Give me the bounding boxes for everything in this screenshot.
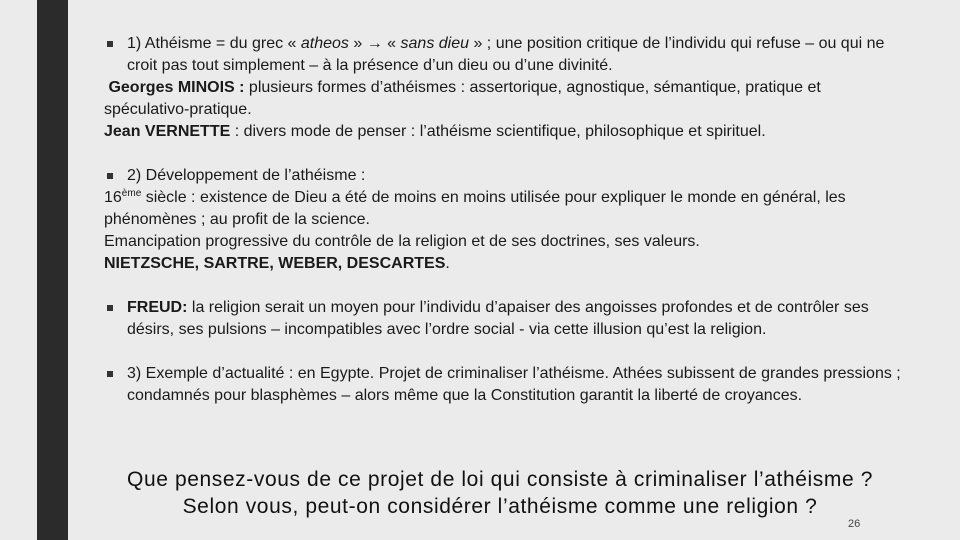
left-accent-bar (37, 0, 68, 540)
page-number: 26 (848, 518, 861, 530)
author-freud: FREUD: (127, 299, 188, 316)
square-bullet-icon (107, 173, 113, 179)
vernette-line (104, 121, 904, 143)
siecle-line (104, 187, 904, 231)
section-developpement (104, 165, 904, 275)
square-bullet-icon (107, 41, 113, 47)
question-two: Selon vous, peut-on considérer l’athéisme comme une religion ? (182, 495, 818, 518)
bullet-item-developpement (104, 165, 904, 187)
section-freud (104, 297, 904, 341)
definition-text: » ; une position critique de l’individu qui refuse – ou qui ne croit pas tout simplement – à la présence d’un dieu ou d’une divinité. (127, 35, 885, 74)
arrow-icon: → (366, 35, 383, 52)
century-suffix: ème (121, 188, 142, 199)
square-bullet-icon (107, 305, 113, 311)
square-bullet-icon (107, 371, 113, 377)
definition-text: » (348, 35, 367, 52)
author-vernette: Jean VERNETTE (104, 123, 231, 140)
actualite-text: 3) Exemple d’actualité : en Egypte. Projet de criminaliser l’athéisme. Athées subissent de grandes pressions ; condamnés pour blasphèmes – alors même que la Constitution garantit la liberté de croyances. (127, 365, 901, 404)
minois-line (104, 77, 904, 121)
bullet-item-freud (104, 297, 904, 341)
bullet-item-definition (104, 33, 904, 77)
slide-content (104, 33, 904, 429)
question-one: Que pensez-vous de ce projet de loi qui consiste à criminaliser l’athéisme ? (127, 468, 873, 491)
author-minois: Georges MINOIS : (108, 79, 245, 96)
section-actualite (104, 363, 904, 407)
definition-text: « (382, 35, 401, 52)
freud-text: la religion serait un moyen pour l’individu d’apaiser des angoisses profondes et de contrôler ses désirs, ses pulsions – incompatibles avec l’ordre social - via cette illusion qu’est la religion. (127, 299, 869, 338)
definition-text: 1) Athéisme = du grec « (127, 35, 301, 52)
term-sans-dieu: sans dieu (400, 35, 470, 52)
philosophers-line (104, 253, 904, 275)
period: . (445, 255, 450, 272)
minois-text: plusieurs formes d’athéismes : assertorique, agnostique, sémantique, pratique et spéculativo-pratique. (104, 79, 821, 118)
siecle-text: siècle : existence de Dieu a été de moins en moins utilisée pour expliquer le monde en général, les phénomènes ; au profit de la science. (104, 189, 846, 228)
developpement-title: 2) Développement de l’athéisme : (127, 167, 366, 184)
century-number: 16 (104, 189, 122, 206)
section-atheisme-definition (104, 33, 904, 143)
philosophers-names: NIETZSCHE, SARTRE, WEBER, DESCARTES (104, 255, 446, 272)
emancipation-line: Emancipation progressive du contrôle de la religion et de ses doctrines, ses valeurs. (104, 233, 700, 250)
bullet-item-actualite (104, 363, 904, 407)
vernette-text: : divers mode de penser : l’athéisme scientifique, philosophique et spirituel. (230, 123, 766, 140)
closing-questions (100, 466, 900, 520)
term-atheos: atheos (300, 35, 349, 52)
